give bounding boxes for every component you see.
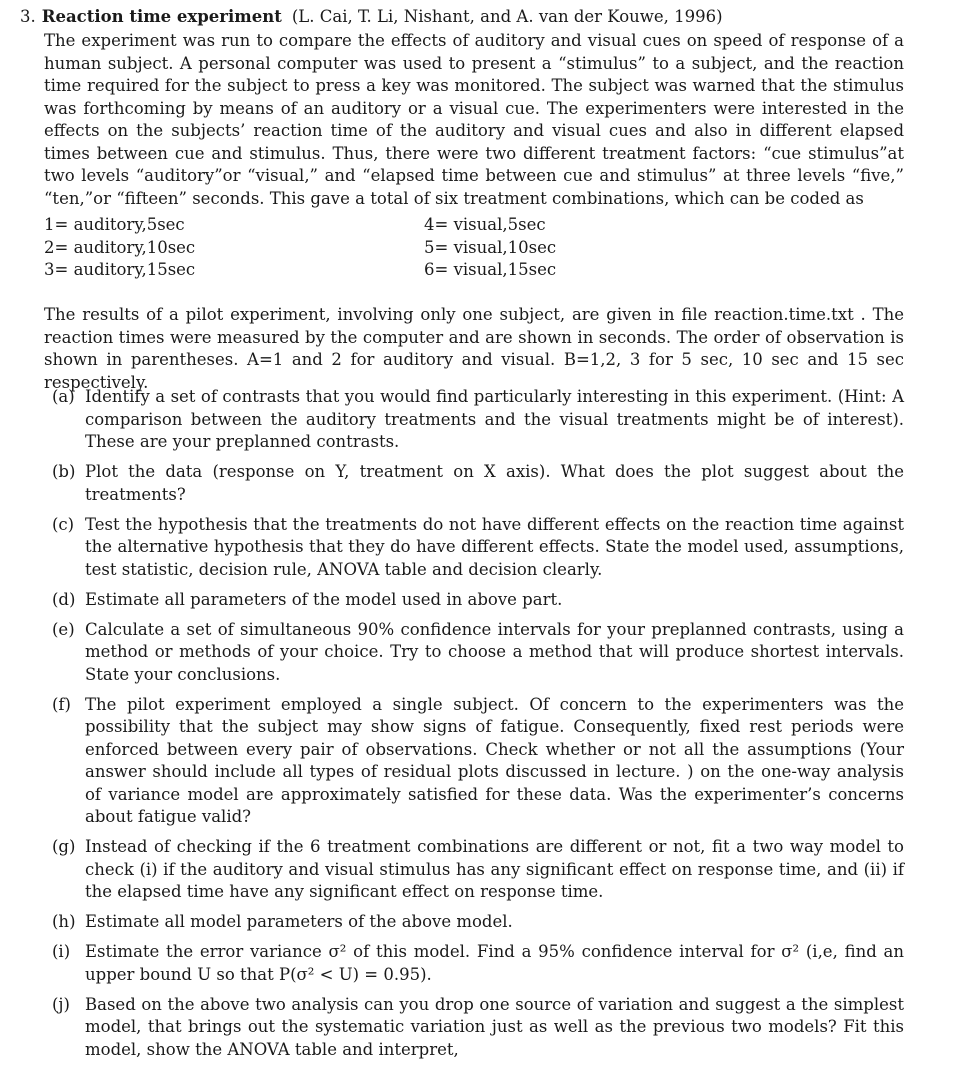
part-text: Estimate all parameters of the model used in above part.: [85, 589, 563, 609]
code-row: 2= auditory,10sec: [44, 237, 196, 257]
part-text: Estimate all model parameters of the above model.: [85, 912, 513, 931]
part-text: Calculate a set of simultaneous 90% confidence intervals for your preplanned contrasts, using a method or methods of your choice. Try to choose a method that will produce shortest intervals. State your conclusions.: [85, 619, 904, 684]
part-label: (f): [52, 694, 71, 714]
part-text: Estimate the error variance σ² of this model. Find a 95% confidence interval for σ² (i,e, find an upper bound U so that P(σ² < U) = 0.95).: [85, 942, 904, 984]
question-part-g: [44, 836, 904, 904]
results-text: The results of a pilot experiment, involving only one subject, are given in file reaction.time.txt . The reaction times were measured by the computer and are shown in seconds. The order of observation is shown in parentheses. A=1 and 2 for auditory and visual. B=1,2, 3 for 5 sec, 10 sec and 15 sec respectively.: [44, 305, 904, 392]
question-part-h: [44, 911, 904, 934]
code-row: 3= auditory,15sec: [44, 260, 196, 279]
intro-paragraph: [44, 30, 904, 210]
codes-visual-column: [424, 214, 664, 282]
part-label: (h): [52, 912, 76, 931]
part-label: (a): [52, 387, 75, 406]
question-part-e: [44, 619, 904, 687]
question-parts-list: [44, 386, 904, 1069]
code-row: 6= visual,15sec: [424, 260, 557, 279]
code-row: 1= auditory,5sec: [44, 215, 185, 234]
codes-auditory-column: [44, 214, 284, 282]
problem-title: Reaction time experiment: [41, 7, 282, 26]
part-label: (c): [52, 514, 75, 534]
question-part-c: [44, 514, 904, 582]
code-row: 5= visual,10sec: [424, 237, 557, 257]
part-label: (d): [52, 589, 76, 609]
problem-citation: (L. Cai, T. Li, Nishant, and A. van der Kouwe, 1996): [291, 7, 723, 26]
part-label: (j): [52, 994, 70, 1014]
question-part-j: [44, 994, 904, 1062]
part-label: (b): [52, 462, 76, 481]
part-text: Test the hypothesis that the treatments do not have different effects on the reaction time against the alternative hypothesis that they do have different effects. State the model used, assumptions, test statistic, decision rule, ANOVA table and decision clearly.: [85, 514, 904, 579]
question-part-f: [44, 694, 904, 829]
question-part-d: [44, 589, 904, 612]
part-label: (g): [52, 837, 76, 856]
part-text: Instead of checking if the 6 treatment combinations are different or not, fit a two way model to check (i) if the auditory and visual stimulus has any significant effect on response time, and (ii) if the elapsed time have any significant effect on response time.: [85, 837, 904, 901]
problem-header: [20, 6, 723, 28]
problem-number: 3.: [20, 7, 36, 26]
part-text: Identify a set of contrasts that you would find particularly interesting in this experiment. (Hint: A comparison between the auditory treatments and the visual treatments might be of interest). These are your preplanned contrasts.: [85, 387, 904, 451]
question-part-b: [44, 461, 904, 506]
part-label: (e): [52, 619, 75, 639]
part-label: (i): [52, 942, 71, 961]
question-part-i: [44, 941, 904, 986]
part-text: The pilot experiment employed a single subject. Of concern to the experimenters was the possibility that the subject may show signs of fatigue. Consequently, fixed rest periods were enforced between every pair of observations. Check whether or not all the assumptions (Your answer should include all types of residual plots discussed in lecture. ) on the one-way analysis of variance model are approximately satisfied for these data. Was the experimenter’s concerns about fatigue valid?: [85, 694, 904, 826]
question-part-a: [44, 386, 904, 454]
part-text: Based on the above two analysis can you drop one source of variation and suggest a the simplest model, that brings out the systematic variation just as well as the previous two models? Fit this model, show the ANOVA table and interpret,: [85, 994, 904, 1059]
code-row: 4= visual,5sec: [424, 215, 546, 234]
intro-text: The experiment was run to compare the effects of auditory and visual cues on speed of response of a human subject. A personal computer was used to present a “stimulus” to a subject, and the reaction time required for the subject to press a key was monitored. The subject was warned that the stimulus was forthcoming by means of an auditory or a visual cue. The experimenters were interested in the effects on the subjects’ reaction time of the auditory and visual cues and also in different elapsed times between cue and stimulus. Thus, there were two different treatment factors: “cue stimulus”at two levels “auditory”or “visual,” and “elapsed time between cue and stimulus” at three levels “five,” “ten,”or “fifteen” seconds. This gave a total of six treatment combinations, which can be coded as: [44, 31, 904, 208]
results-paragraph: [44, 304, 904, 394]
part-text: Plot the data (response on Y, treatment on X axis). What does the plot suggest about the treatments?: [85, 462, 904, 504]
